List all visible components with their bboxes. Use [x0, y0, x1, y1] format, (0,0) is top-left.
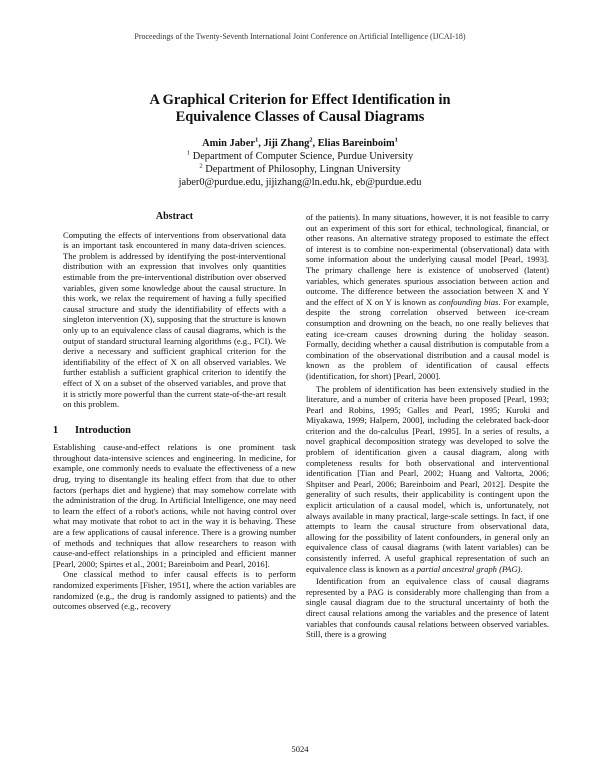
- author-emails: jaber0@purdue.edu, jijizhang@ln.edu.hk, eb@purdue.edu: [178, 177, 422, 188]
- author-1: Amin Jaber: [202, 138, 255, 149]
- running-head: Proceedings of the Twenty-Seventh International Joint Conference on Artificial Intelligence (IJCAI-18): [134, 32, 466, 41]
- right-column: [306, 212, 549, 642]
- term-pag: partial ancestral graph (PAG): [416, 563, 521, 574]
- author-2: Jiji Zhang: [263, 138, 310, 149]
- intro-paragraph-2: One classical method to infer causal effects is to perform randomized experiments [Fisher, 1951], where the action variables are randomized (e.g., the drug is randomly assigned to patients) and the outcomes observed (e.g., recovery: [53, 569, 296, 612]
- intro-paragraph-2-continued: of the patients). In many situations, however, it is not feasible to carry out an experiment of this sort for ethical, technological, financial, or other reasons. An alternative strategy proposed to estimate the effect of interest is to combine non-experimental (observational) data with some information about the underlying causal model [Pearl, 1993]. The primary challenge here is existence of unobserved (latent) variables, which generates spurious association between action and outcome. The difference between the association between X and Y and the effect of X on Y is known as confounding bias. For example, despite the strong correlation observed between ice-cream consumption and drowning on the beach, no one really believes that eating ice-cream causes drowning during the holiday season. Formally, deciding whether a causal distribution is computable from a combination of the observational distribution and a causal model is known as the problem of identification of causal effects (identification, for short) [Pearl, 2000].: [306, 212, 549, 381]
- title-line-2: Equivalence Classes of Causal Diagrams: [175, 109, 425, 125]
- abstract-heading: Abstract: [155, 211, 194, 222]
- section-title: Introduction: [75, 424, 131, 436]
- author-names: Amin Jaber$^1$, Jiji Zhang$^2$, Elias Bareinboim$^1$: [202, 136, 398, 149]
- author-3: Elias Bareinboim: [317, 138, 395, 149]
- abstract-body: [53, 230, 296, 410]
- affiliation-1: $^1$ Department of Computer Science, Purdue University: [186, 149, 414, 162]
- term-confounding-bias: confounding bias: [438, 296, 499, 307]
- intro-paragraph-1: Establishing cause-and-effect relations is one prominent task throughout data-intensive sciences and engineering. In medicine, for example, one commonly needs to evaluate the effectiveness of a new drug, trying to disentangle its healing effect from that due to other factors (perhaps diet and hygiene) that may somehow correlate with the administration of the drug. In Artificial Intelligence, one may need to learn the effect of a robot's actions, while not having control over what may motivate that robot to act in the way it is behaving. These are a few applications of causal inference. There is a growing number of methods and techniques that allow researchers to reason with cause-and-effect relationships in a principled and efficient manner [Pearl, 2000; Spirtes et al., 2001; Bareinboim and Pearl, 2016].: [53, 442, 296, 569]
- section-heading-introduction: [53, 426, 296, 437]
- author-block: [60, 137, 540, 189]
- affiliation-2: $^2$ Department of Philosophy, Lingnan University: [199, 162, 401, 175]
- paper-title: [60, 92, 540, 126]
- author-3-affil: 1: [394, 136, 398, 144]
- intro-paragraph-3: The problem of identification has been extensively studied in the literature, and a number of criteria have been proposed [Pearl, 1993; Pearl and Robins, 1995; Galles and Pearl, 1995; Kuroki and Miyakawa, 1999; Halpern, 2000], including the celebrated back-door criterion and the do-calculus [Pearl, 1995]. In a series of results, a novel graphical decomposition strategy was developed to solve the problem of identification given a causal diagram, along with completeness results for both observational and interventional identification [Tian and Pearl, 2002; Huang and Valtorta, 2006; Shpitser and Pearl, 2006; Bareinboim and Pearl, 2012]. Despite the generality of such results, their applicability is contingent upon the explicit articulation of a causal model, which is, unfortunately, not always available in many practical, large-scale settings. In fact, if one attempts to learn the causal structure from observational data, allowing for the possibility of latent confounders, in general only an equivalence class of causal diagrams (with latent variables) can be consistently inferred. A useful graphical representation of such an equivalence class is known as a partial ancestral graph (PAG).: [306, 383, 549, 574]
- abstract-text: Computing the effects of interventions from observational data is an important task encountered in many data-driven sciences. The problem is addressed by identifying the post-interventional distribution with an expression that involves only quantities estimable from the pre-interventional distribution over observed variables, given some knowledge about the causal structure. In this work, we relax the requirement of having a fully specified causal structure and study the identifiability of effects with a singleton intervention (X), supposing that the structure is known only up to an equivalence class of causal diagrams, which is the output of standard structural learning algorithms (e.g., FCI). We derive a necessary and sufficient graphical criterion for the identifiability of the effect of X on all observed variables. We further establish a sufficient graphical criterion to identify the effect of X on a subset of the observed variables, and prove that it is strictly more powerful than the current state-of-the-art result on this problem.: [63, 229, 286, 410]
- author-2-affil: 2: [309, 136, 313, 144]
- section-number: 1: [53, 424, 59, 436]
- author-1-affil: 1: [254, 136, 259, 144]
- page-number: 5024: [291, 744, 309, 754]
- left-column: [53, 212, 296, 612]
- intro-paragraph-4: Identification from an equivalence class of causal diagrams represented by a PAG is considerably more challenging than from a single causal diagram due to the structural uncertainty of both the direct causal relations among the variables and the presence of latent variables that confounds causal relations between observed variables. Still, there is a growing: [306, 576, 549, 640]
- title-line-1: A Graphical Criterion for Effect Identification in: [149, 92, 451, 108]
